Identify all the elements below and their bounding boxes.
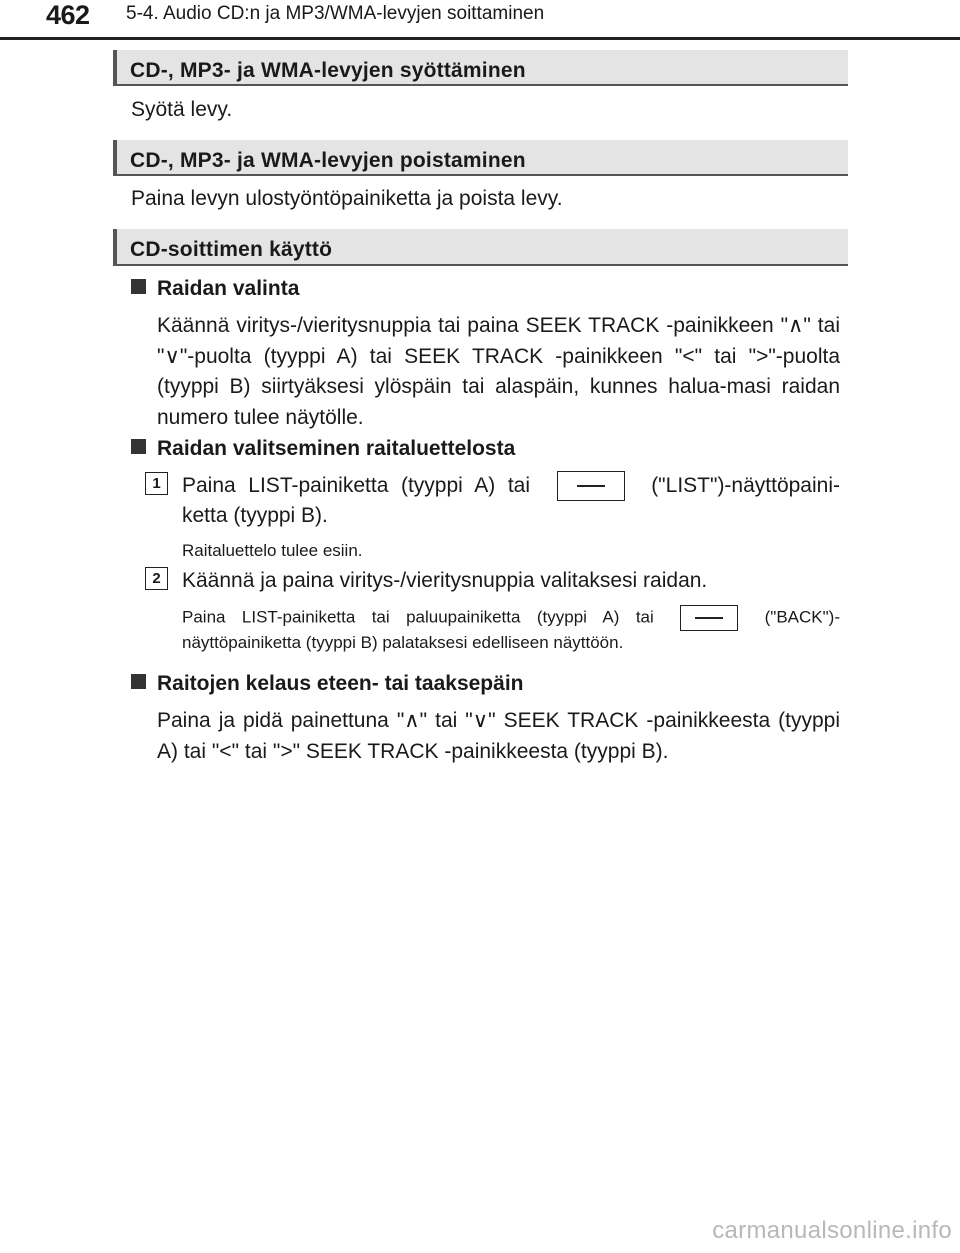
square-bullet-icon [131,674,146,689]
step-number-2: 2 [145,567,168,590]
track-select-body: Käännä viritys-/vieritysnuppia tai paina SEEK TRACK -painikkeen "∧" tai "∨"-puolta (tyyppi A) tai SEEK TRACK -painikkeen "<" tai ">"-puolta (tyyppi B) siirtyäksesi ylöspäin tai alaspäin, kunnes halua-masi raidan numero tulee näytölle. [157,314,840,429]
step2-text: Käännä ja paina viritys-/vieritysnuppia valitaksesi raidan. [182,569,708,592]
section-bar-accent [113,229,117,264]
header-rule [0,37,960,40]
watermark: carmanualsonline.info [712,1217,952,1244]
subheading-track-select [131,277,299,301]
step1-text [182,471,840,531]
section-title-usage: CD-soittimen käyttö [130,238,333,261]
section-bar-remove [113,140,848,176]
list-screen-button [557,471,625,501]
section-title-remove: CD-, MP3- ja WMA-levyjen poistaminen [130,149,526,172]
section-bar-insert [113,50,848,86]
section-bar-accent [113,50,117,84]
subheading-track-list-text: Raidan valitseminen raitaluettelosta [157,437,516,460]
step2-note [182,605,840,655]
subheading-track-select-text: Raidan valinta [157,277,300,300]
page-number: 462 [46,0,90,30]
subheading-fast-forward [131,672,523,696]
step-number-1: 1 [145,472,168,495]
section-bar-usage [113,229,848,266]
step2-note-before: Paina LIST-painiketta tai paluupainiketta (tyyppi A) tai [182,607,654,627]
remove-body: Paina levyn ulostyöntöpainiketta ja poista levy. [131,187,563,210]
running-header: 5-4. Audio CD:n ja MP3/WMA-levyjen soittaminen [126,3,545,24]
square-bullet-icon [131,439,146,454]
subheading-fast-forward-text: Raitojen kelaus eteen- tai taaksepäin [157,672,524,695]
step1-text-before: Paina LIST-painiketta (tyyppi A) tai [182,474,530,497]
section-title-insert: CD-, MP3- ja WMA-levyjen syöttäminen [130,59,526,82]
back-screen-button [680,605,738,631]
subheading-track-list [131,437,515,461]
button-dash [695,617,723,619]
fast-forward-body: Paina ja pidä painettuna "∧" tai "∨" SEEK TRACK -painikkeesta (tyyppi A) tai "<" tai ">" SEEK TRACK -painikkeesta (tyyppi B). [157,709,840,763]
square-bullet-icon [131,279,146,294]
insert-body: Syötä levy. [131,98,233,121]
button-dash [577,485,605,487]
step1-note: Raitaluettelo tulee esiin. [182,541,363,560]
section-bar-accent [113,140,117,174]
step1-text-after: ("LIST")-näyttöpaini-ketta (tyyppi B). [182,474,840,528]
step2-note-after: ("BACK")-näyttöpainiketta (tyyppi B) palataksesi edelliseen näyttöön. [182,607,840,652]
